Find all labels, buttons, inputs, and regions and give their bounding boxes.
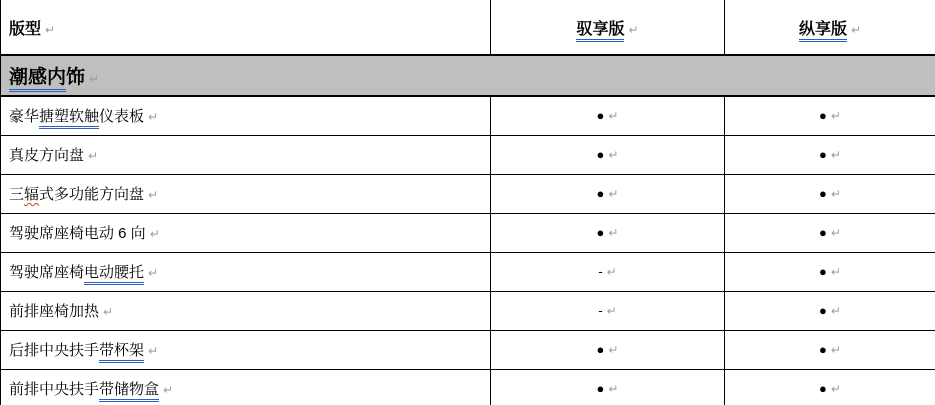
paragraph-mark-icon: ↵	[148, 344, 159, 358]
paragraph-mark-icon: ↵	[608, 343, 619, 357]
feature-text-marked: 辐	[24, 186, 40, 203]
availability-marker-trim2: ●	[819, 147, 827, 162]
trim1-value-cell	[491, 252, 725, 291]
paragraph-mark-icon: ↵	[628, 22, 639, 37]
paragraph-mark-icon: ↵	[89, 72, 100, 86]
paragraph-mark-icon: ↵	[88, 149, 99, 163]
trim2-value-cell	[725, 291, 935, 330]
header-trim1-cell	[491, 0, 725, 55]
paragraph-mark-icon: ↵	[850, 22, 862, 37]
feature-text-marked: 电动腰托	[84, 264, 144, 285]
trim2-value-cell	[725, 252, 935, 291]
availability-marker-trim2: ●	[819, 342, 827, 357]
trim1-value-cell	[491, 369, 725, 405]
availability-marker-trim1: ●	[596, 186, 605, 201]
feature-name-cell	[1, 252, 491, 291]
trim1-value-cell	[491, 96, 725, 135]
feature-name-cell	[1, 135, 491, 174]
paragraph-mark-icon: ↵	[103, 305, 114, 319]
feature-row	[1, 369, 935, 405]
trim2-value-cell	[725, 213, 935, 252]
feature-row	[1, 174, 935, 213]
feature-row	[1, 252, 935, 291]
feature-name-cell	[1, 291, 491, 330]
paragraph-mark-icon: ↵	[606, 304, 617, 318]
paragraph-mark-icon: ↵	[830, 109, 841, 124]
availability-marker-trim1: -	[598, 264, 603, 279]
paragraph-mark-icon: ↵	[830, 343, 841, 357]
paragraph-mark-icon: ↵	[830, 382, 841, 396]
availability-marker-trim2: ●	[819, 381, 827, 396]
feature-text-post: 仪表板	[99, 108, 145, 126]
availability-marker-trim1: ●	[596, 225, 605, 240]
paragraph-mark-icon: ↵	[830, 304, 841, 318]
section-header-cell	[1, 55, 935, 96]
header-trim1-label: 驭享版	[576, 21, 624, 42]
paragraph-mark-icon: ↵	[608, 226, 619, 240]
trim2-value-cell	[725, 135, 935, 174]
trim1-value-cell	[491, 213, 725, 252]
feature-name-cell	[1, 369, 491, 405]
feature-name-cell	[1, 174, 491, 213]
trim2-value-cell	[725, 174, 935, 213]
paragraph-mark-icon: ↵	[148, 266, 159, 280]
paragraph-mark-icon: ↵	[163, 383, 174, 397]
trim1-value-cell	[491, 291, 725, 330]
feature-text-pre: 前排中央扶手	[9, 381, 100, 398]
section-title-marked: 潮感内	[9, 67, 66, 92]
feature-text-marked: 带储物盒	[99, 381, 159, 402]
availability-marker-trim2: ●	[819, 264, 827, 279]
feature-text-post: 式多功能方向盘	[39, 186, 145, 203]
availability-marker-trim2: ●	[819, 225, 827, 240]
feature-name-cell	[1, 96, 491, 135]
paragraph-mark-icon: ↵	[608, 187, 619, 201]
feature-name-cell	[1, 213, 491, 252]
header-trim2-cell	[725, 0, 935, 55]
feature-text-pre: 前排座椅加热	[9, 303, 100, 320]
feature-row	[1, 96, 935, 135]
paragraph-mark-icon: ↵	[606, 265, 617, 279]
trim2-value-cell	[725, 330, 935, 369]
paragraph-mark-icon: ↵	[149, 227, 160, 241]
availability-marker-trim2: ●	[819, 108, 827, 124]
availability-marker-trim2: ●	[819, 303, 827, 318]
trim1-value-cell	[491, 135, 725, 174]
trim2-value-cell	[725, 369, 935, 405]
feature-text-pre: 真皮方向盘	[9, 147, 85, 164]
availability-marker-trim1: ●	[596, 342, 605, 357]
table-header-row	[1, 0, 935, 55]
availability-marker-trim1: -	[598, 303, 603, 318]
header-feature-label: 版型	[9, 20, 42, 38]
trim1-value-cell	[491, 174, 725, 213]
paragraph-mark-icon: ↵	[830, 187, 841, 201]
paragraph-mark-icon: ↵	[830, 226, 841, 240]
feature-row	[1, 291, 935, 330]
section-title-rest: 饰	[66, 67, 86, 88]
trim2-value-cell	[725, 96, 935, 135]
feature-row	[1, 330, 935, 369]
paragraph-mark-icon: ↵	[45, 22, 56, 37]
feature-text-pre: 后排中央扶手	[9, 342, 100, 359]
feature-text-marked: 带杯架	[99, 342, 144, 363]
feature-text-pre: 三	[9, 186, 25, 203]
paragraph-mark-icon: ↵	[148, 110, 159, 125]
section-header-row	[1, 55, 935, 96]
trim1-value-cell	[491, 330, 725, 369]
paragraph-mark-icon: ↵	[148, 188, 159, 202]
paragraph-mark-icon: ↵	[830, 148, 841, 162]
feature-row	[1, 135, 935, 174]
feature-row	[1, 213, 935, 252]
availability-marker-trim1: ●	[596, 108, 605, 124]
availability-marker-trim2: ●	[819, 186, 827, 201]
feature-text-pre: 驾驶席座椅	[9, 264, 85, 281]
feature-name-cell	[1, 330, 491, 369]
paragraph-mark-icon: ↵	[608, 382, 619, 396]
feature-text-pre: 驾驶席座椅电动 6 向	[9, 225, 146, 242]
paragraph-mark-icon: ↵	[608, 109, 619, 124]
header-feature-cell	[1, 0, 491, 55]
availability-marker-trim1: ●	[596, 147, 605, 162]
paragraph-mark-icon: ↵	[830, 265, 841, 279]
availability-marker-trim1: ●	[596, 381, 605, 396]
feature-text-marked: 搪塑软触	[39, 108, 99, 129]
header-trim2-label: 纵享版	[799, 21, 847, 42]
paragraph-mark-icon: ↵	[608, 148, 619, 162]
feature-text-pre: 豪华	[9, 108, 40, 126]
